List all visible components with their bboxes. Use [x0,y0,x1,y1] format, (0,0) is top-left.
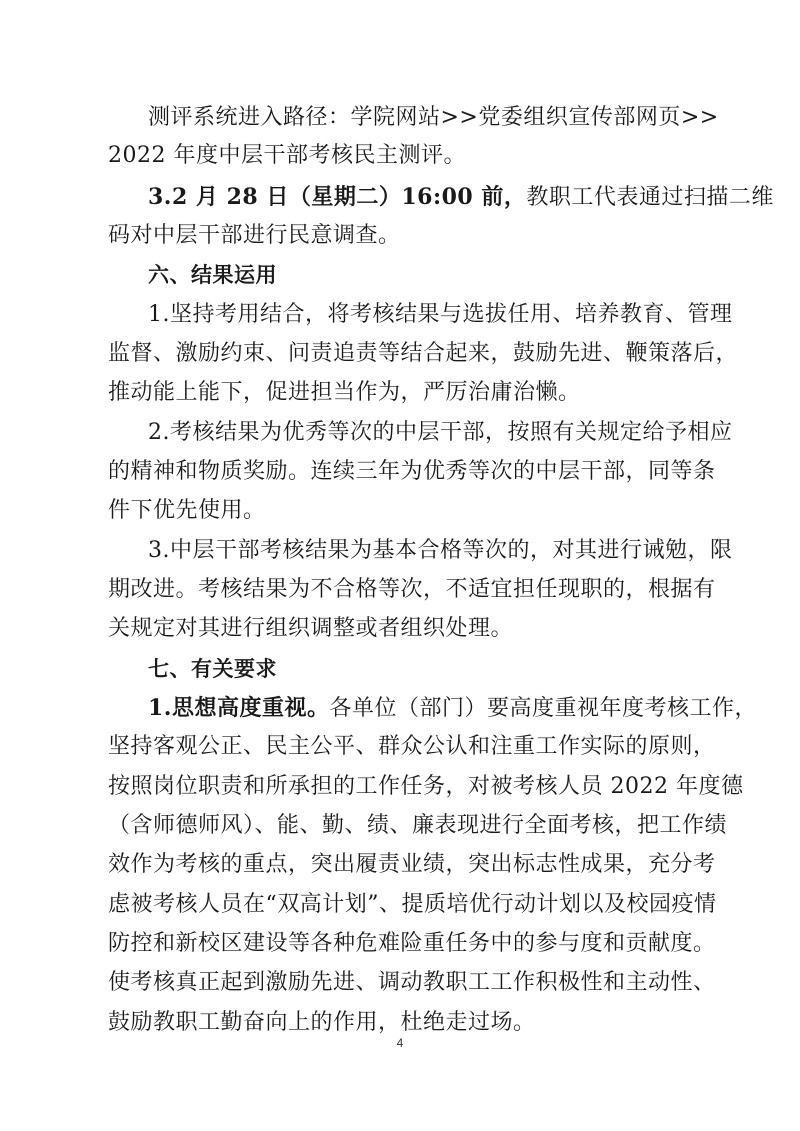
text-line: 测评系统进入路径：学院网站>>党委组织宣传部网页>> [148,105,719,130]
text-line: 1.坚持考用结合，将考核结果与选拔任用、培养教育、管理 [148,302,733,327]
section-heading: 七、有关要求 [148,657,277,681]
text-line [148,183,774,212]
text-line: 按照岗位职责和所承担的工作任务，对被考核人员 2022 年度德 [108,774,744,799]
bold-lead-text: 1.思想高度重视。 [148,695,330,721]
text-line: 2022 年度中层干部考核民主测评。 [108,143,466,168]
text-line: 码对中层干部进行民意调查。 [108,223,401,248]
text-line: 关规定对其进行组织调整或者组织处理。 [108,616,514,641]
text-line: 效作为考核的重点，突出履责业绩，突出标志性成果，充分考 [108,852,716,877]
bold-lead-text: 3.2 月 28 日（星期二）16:00 前， [148,184,527,210]
text-line: 防控和新校区建设等各种危难险重任务中的参与度和贡献度。 [108,931,716,956]
text-line: 鼓励教职工勤奋向上的作用，杜绝走过场。 [108,1010,536,1035]
text-line: 推动能上能下，促进担当作为，严厉治庸治懒。 [108,380,581,405]
text-line: 的精神和物质奖励。连续三年为优秀等次的中层干部，同等条 [108,459,716,484]
text-line: 件下优先使用。 [108,498,266,523]
text-line: 坚持客观公正、民主公平、群众公认和注重工作实际的原则， [108,734,716,759]
text-line: 3.中层干部考核结果为基本合格等次的，对其进行诫勉，限 [148,538,733,563]
text-line: 期改进。考核结果为不合格等次，不适宜担任现职的，根据有 [108,577,716,602]
text-line: 使考核真正起到激励先进、调动教职工工作积极性和主动性、 [108,970,716,995]
text-line: 监督、激励约束、问责追责等结合起来，鼓励先进、鞭策落后， [108,341,739,366]
text-span: 教职工代表通过扫描二维 [526,185,774,210]
text-line [148,694,757,723]
section-heading: 六、结果运用 [148,263,277,287]
page-number: 4 [396,1036,404,1050]
text-span: 各单位（部门）要高度重视年度考核工作， [329,696,757,721]
text-line: 虑被考核人员在“双高计划”、提质培优行动计划以及校园疫情 [108,892,717,917]
text-line: （含师德师风）、能、勤、绩、廉表现进行全面考核，把工作绩 [108,813,728,838]
text-line: 2.考核结果为优秀等次的中层干部，按照有关规定给予相应 [148,420,733,445]
